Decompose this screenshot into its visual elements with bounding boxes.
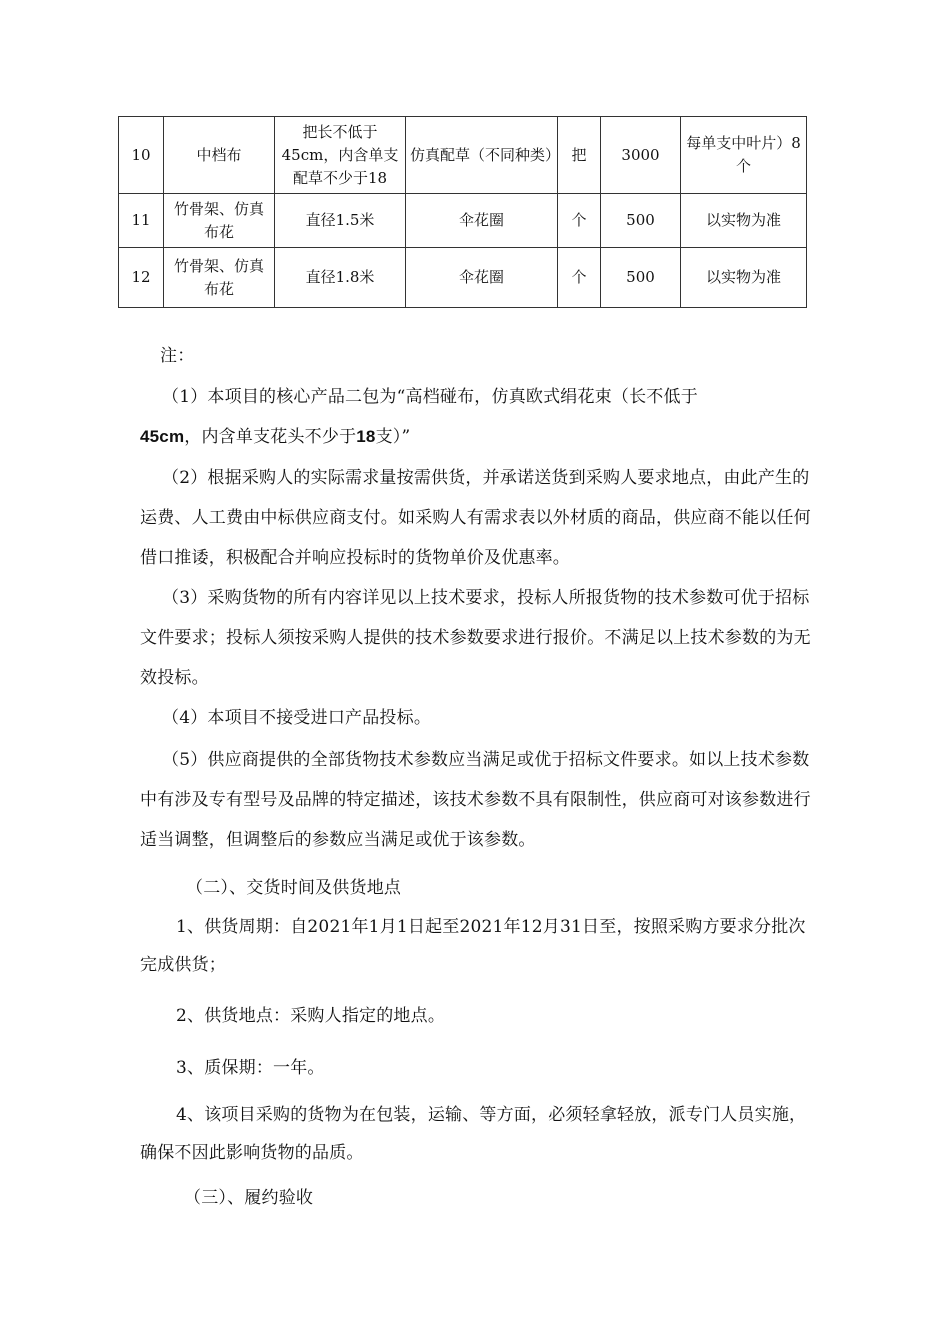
note-1 — [140, 377, 820, 457]
cell-unit: 个 — [558, 194, 601, 248]
section-acceptance-heading: （三）、履约验收 — [184, 1188, 314, 1208]
cell-spec: 直径1.8米 — [275, 248, 406, 308]
note-5: （5）供应商提供的全部货物技术参数应当满足或优于招标文件要求。如以上技术参数中有涉及专有型号及品牌的特定描述，该技术参数不具有限制性，供应商可对该参数进行适当调整，但调整后的参数应当满足或优于该参数。 — [140, 750, 811, 850]
spec-table — [118, 116, 807, 308]
delivery-item-1: 1、供货周期：自2021年1月1日起至2021年12月31日至，按照采购方要求分批次完成供货； — [140, 917, 806, 975]
cell-material: 中档布 — [164, 117, 275, 194]
cell-spec: 把长不低于45cm，内含单支配草不少于18 — [275, 117, 406, 194]
cell-qty: 500 — [601, 248, 681, 308]
cell-note: 以实物为准 — [681, 248, 807, 308]
cell-qty: 3000 — [601, 117, 681, 194]
section-delivery-heading: （二）、交货时间及供货地点 — [186, 878, 402, 898]
table-row — [119, 194, 807, 248]
cell-no: 11 — [119, 194, 164, 248]
note-1-length: 45cm — [140, 427, 185, 446]
note-1-text: ，内含单支花头不少于 — [184, 427, 357, 447]
cell-name: 伞花圈 — [406, 248, 558, 308]
table-row — [119, 248, 807, 308]
cell-unit: 把 — [558, 117, 601, 194]
note-1-tail: 支）” — [375, 427, 411, 447]
cell-note: 每单支中叶片）8个 — [681, 117, 807, 194]
cell-note: 以实物为准 — [681, 194, 807, 248]
note-1-line1: （1）本项目的核心产品二包为“高档碰布，仿真欧式绢花束（长不低于 — [162, 387, 698, 407]
table-row — [119, 117, 807, 194]
cell-qty: 500 — [601, 194, 681, 248]
note-1-count: 18 — [356, 427, 376, 446]
cell-no: 12 — [119, 248, 164, 308]
cell-name: 仿真配草（不同种类） — [406, 117, 558, 194]
delivery-item-4: 4、该项目采购的货物为在包装，运输、等方面，必须轻拿轻放，派专门人员实施，确保不因此影响货物的品质。 — [140, 1105, 807, 1163]
cell-unit: 个 — [558, 248, 601, 308]
cell-name: 伞花圈 — [406, 194, 558, 248]
delivery-item-3: 3、质保期：一年。 — [176, 1058, 325, 1078]
cell-material: 竹骨架、仿真布花 — [164, 248, 275, 308]
note-4: （4）本项目不接受进口产品投标。 — [162, 708, 432, 728]
cell-material: 竹骨架、仿真布花 — [164, 194, 275, 248]
delivery-item-2: 2、供货地点：采购人指定的地点。 — [176, 1006, 446, 1026]
notes-heading: 注： — [160, 346, 195, 366]
cell-no: 10 — [119, 117, 164, 194]
note-3: （3）采购货物的所有内容详见以上技术要求，投标人所报货物的技术参数可优于招标文件要求；投标人须按采购人提供的技术参数要求进行报价。不满足以上技术参数的为无效投标。 — [140, 588, 811, 688]
note-2: （2）根据采购人的实际需求量按需供货，并承诺送货到采购人要求地点，由此产生的运费、人工费由中标供应商支付。如采购人有需求表以外材质的商品，供应商不能以任何借口推诿，积极配合并响应投标时的货物单价及优惠率。 — [140, 468, 811, 568]
cell-spec: 直径1.5米 — [275, 194, 406, 248]
